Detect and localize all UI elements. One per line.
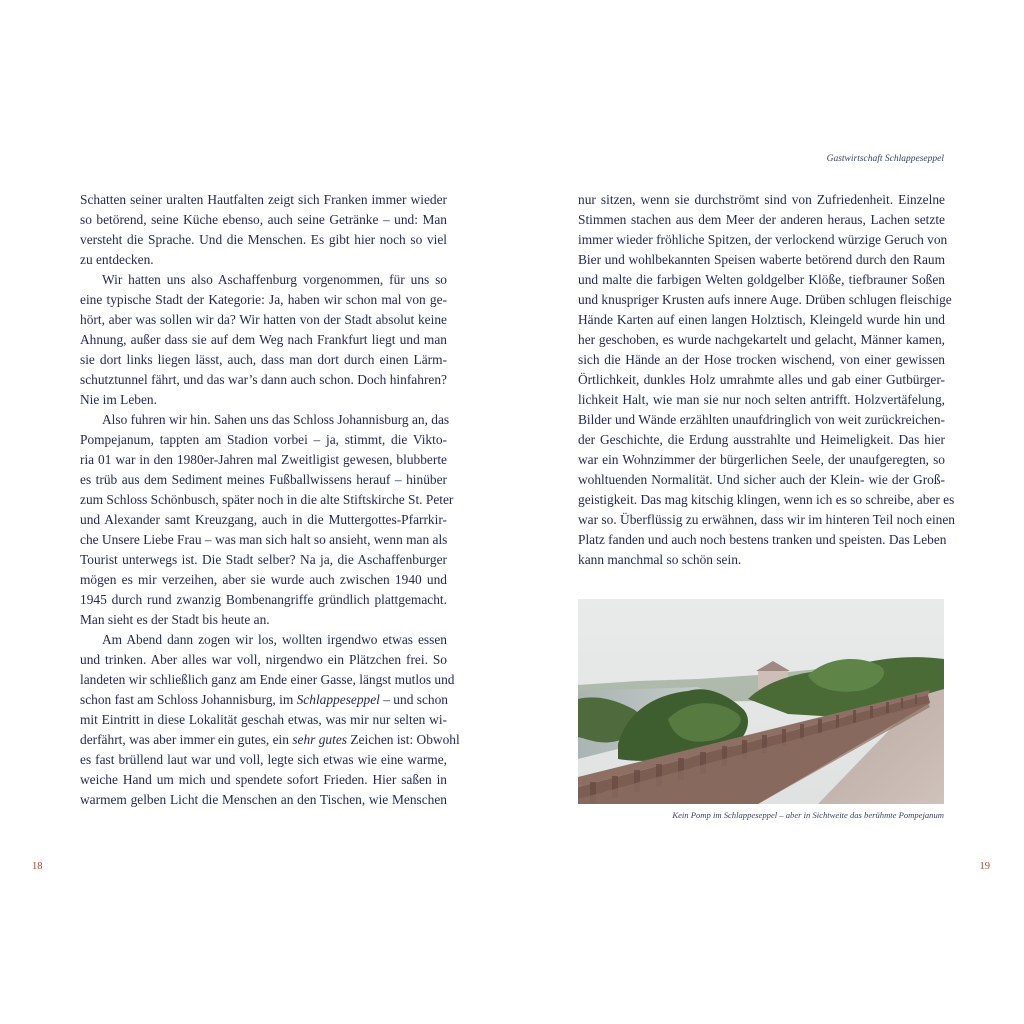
right-page [512, 0, 1024, 1024]
text-line: Nie im Leben. [80, 392, 157, 407]
text-line-mixed [80, 690, 447, 710]
text-line: Bilder und Wände erzählten unaufdringlich von weit zurückreichen- [578, 412, 945, 427]
text-line: eine typische Stadt der Kategorie: Ja, haben wir schon mal von ge- [80, 292, 447, 307]
text-line-mixed [80, 730, 460, 750]
text-line: Am Abend dann zogen wir los, wollten irgendwo etwas essen [102, 632, 447, 647]
text-line: Tourist unterwegs ist. Die Stadt selber? Na ja, die Aschaffenburger [80, 552, 447, 567]
text-line: immer wieder fröhliche Spitzen, der verlockend würzige Geruch von [578, 232, 948, 247]
text-line: und trinken. Aber alles war voll, nirgendwo ein Plätzchen frei. So [80, 652, 447, 667]
text-line: Ahnung, außer dass sie auf dem Weg nach Frankfurt liegt und man [80, 332, 447, 347]
running-head: Gastwirtschaft Schlappeseppel [826, 154, 944, 164]
text-line: mögen es mir verzeihen, aber sie wurde auch zwischen 1940 und [80, 572, 447, 587]
text-line: zu entdecken. [80, 252, 154, 267]
text-line: Hände Karten auf einen langen Holztisch, Kleingeld wurde hin und [578, 312, 945, 327]
text-line: es fast brüllend laut war und voll, legte sich etwas wie eine warme, [80, 752, 447, 767]
text-line: Örtlichkeit, dunkles Holz umrahmte alles und gab einer Gutbürger- [578, 372, 945, 387]
text-line: Platz fanden und auch noch bestens tranken und speisten. Das Leben [578, 532, 947, 547]
text-line: Also fuhren wir hin. Sahen uns das Schloss Johannisburg an, das [102, 412, 450, 427]
text-fragment: schon fast am Schloss Johannisburg, im [80, 692, 297, 707]
text-fragment: Zeichen ist: Obwohl [347, 732, 460, 747]
text-line: che Unsere Liebe Frau – was man sich halt so ansieht, wenn man als [80, 532, 448, 547]
text-line: landeten wir schließlich ganz am Ende einer Gasse, längst mutlos und [80, 672, 455, 687]
text-line: Pompejanum, tappten am Stadion vorbei – ja, stimmt, die Vikto- [80, 432, 447, 447]
text-fragment: derfährt, was aber immer ein gutes, ein [80, 732, 293, 747]
text-line: geistigkeit. Das mag kitschig klingen, wenn ich es so schreibe, aber es [578, 492, 955, 507]
italic-fragment: Schlappeseppel [296, 692, 380, 707]
photo-caption: Kein Pomp im Schlappeseppel – aber in Sichtweite das berühmte Pompejanum [672, 810, 944, 820]
right-text-column [578, 190, 955, 570]
text-line: und Alexander samt Kreuzgang, auch in die Muttergottes-Pfarrkir- [80, 512, 447, 527]
text-line: her geschoben, es wurde nachgekartelt und gelacht, Männer kamen, [578, 332, 945, 347]
text-line: ria 01 war in den 1980er-Jahren mal Zweitligist gewesen, blubberte [80, 452, 447, 467]
photo-illustration [578, 599, 944, 804]
text-line: Wir hatten uns also Aschaffenburg vorgenommen, für uns so [102, 272, 447, 287]
text-line: Bier und wohlbekannten Speisen waberte betörend durch den Raum [578, 252, 945, 267]
text-line: so betörend, seine Küche ebenso, auch seine Getränke – und: Man [80, 212, 447, 227]
text-line: kann manchmal so schön sein. [578, 552, 742, 567]
page-number: 18 [32, 861, 43, 872]
text-line: schutztunnel fährt, und das war’s dann auch schon. Doch hinfahren? [80, 372, 447, 387]
page-number: 19 [979, 861, 990, 872]
text-line: und malte die farbigen Welten goldgelber Klöße, tiefbrauner Soßen [578, 272, 945, 287]
left-text-column [80, 190, 460, 810]
text-line: wohltuenden Normalität. Und sicher auch der Klein- wie der Groß- [578, 472, 945, 487]
text-line: war so. Überflüssig zu erwähnen, dass wir im hinteren Teil noch einen [578, 512, 955, 527]
text-line: sie dort links liegen lässt, auch, dass man dort durch einen Lärm- [80, 352, 447, 367]
text-line: warmem gelben Licht die Menschen an den Tischen, wie Menschen [80, 792, 447, 807]
photo-pompejanum-balustrade [578, 599, 944, 804]
text-line: Schatten seiner uralten Hautfalten zeigt sich Franken immer wieder [80, 192, 447, 207]
text-line: zum Schloss Schönbusch, später noch in die alte Stiftskirche St. Peter [80, 492, 454, 507]
italic-fragment: sehr gutes [292, 732, 347, 747]
text-line: 1945 durch rund zwanzig Bombenangriffe gründlich plattgemacht. [80, 592, 447, 607]
text-line: lichkeit Halt, wie man sie nur noch selten antrifft. Holzvertäfelung, [578, 392, 945, 407]
text-line: Stimmen stachen aus dem Meer der anderen heraus, Lachen setzte [578, 212, 945, 227]
text-line: hört, aber was sollen wir da? Wir hatten von der Stadt absolut keine [80, 312, 447, 327]
text-line: es trüb aus dem Sediment meines Fußballwissens herauf – hinüber [80, 472, 447, 487]
text-line: mit Eintritt in diese Lokalität geschah etwas, was mir nur selten wi- [80, 712, 447, 727]
text-line: weiche Hand um mich und spendete sofort Frieden. Hier saßen in [80, 772, 447, 787]
text-line: sich die Hände an der Hose trocken wischend, von einer gewissen [578, 352, 945, 367]
text-line: Man sieht es der Stadt bis heute an. [80, 612, 270, 627]
text-line: und knuspriger Krusten aufs innere Auge. Drüben schlugen fleischige [578, 292, 952, 307]
text-line: war ein Wohnzimmer der bürgerlichen Seele, der unaufgeregten, so [578, 452, 945, 467]
text-line: nur sitzen, wenn sie durchströmt sind von Zufriedenheit. Einzelne [578, 192, 945, 207]
text-line: versteht die Sprache. Und die Menschen. Es gibt hier noch so viel [80, 232, 447, 247]
text-fragment: – und schon [379, 692, 448, 707]
text-line: der Geschichte, die Erdung ausstrahlte und Heimeligkeit. Das hier [578, 432, 945, 447]
